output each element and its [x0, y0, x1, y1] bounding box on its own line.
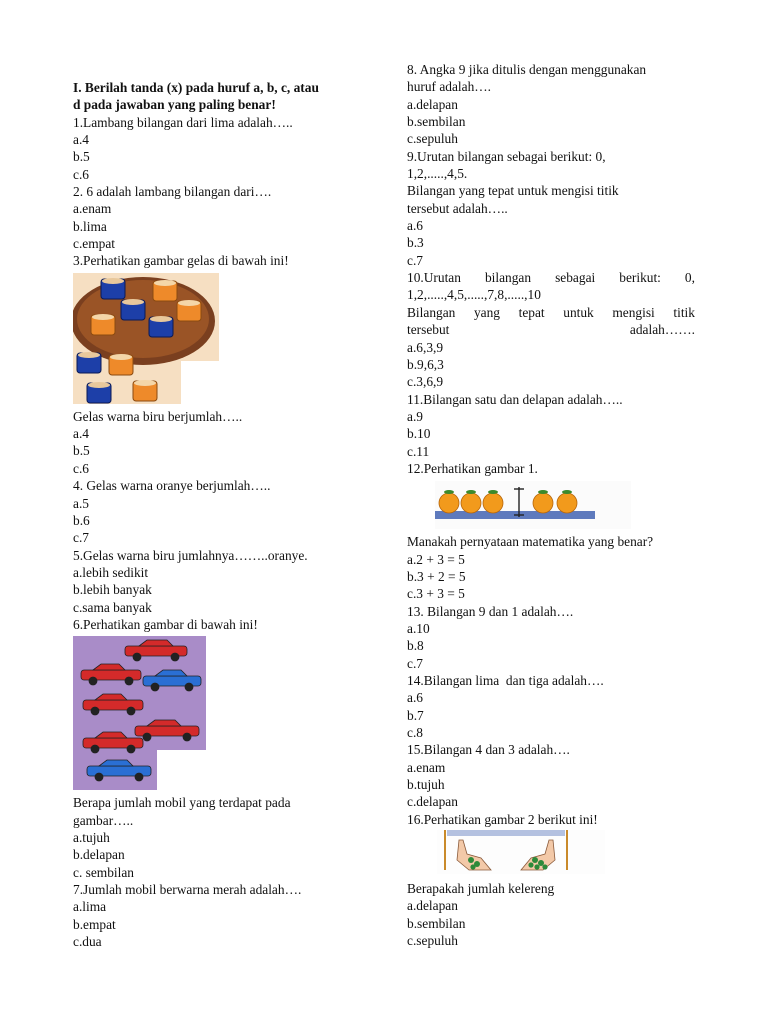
q16-option-c[interactable]: c.sepuluh [407, 933, 458, 949]
question-10-prompt [407, 304, 695, 321]
section-heading: I. Berilah tanda (x) pada huruf a, b, c, atau [73, 80, 319, 95]
q13-option-c[interactable]: c.7 [407, 655, 423, 671]
q14-option-b[interactable]: b.7 [407, 707, 424, 723]
question-6-prompt: Berapa jumlah mobil yang terdapat pada [73, 795, 291, 811]
question-8: 8. Angka 9 jika ditulis dengan menggunakan [407, 62, 647, 77]
q8-option-c[interactable]: c.sepuluh [407, 131, 458, 147]
q13-option-a[interactable]: a.10 [407, 620, 430, 636]
q6-option-a[interactable]: a.tujuh [73, 829, 110, 845]
q2-option-b[interactable]: b.lima [73, 218, 107, 234]
q11-option-b[interactable]: b.10 [407, 426, 431, 442]
q1-option-a[interactable]: a.4 [73, 132, 89, 148]
q10-word: yang [473, 304, 500, 320]
q7-option-b[interactable]: b.empat [73, 916, 116, 932]
question-3: 3.Perhatikan gambar gelas di bawah ini! [73, 253, 289, 269]
section-heading-cont: d pada jawaban yang paling benar! [73, 97, 276, 113]
question-4: 4. Gelas warna oranye berjumlah….. [73, 478, 271, 494]
q14-option-c[interactable]: c.8 [407, 725, 423, 741]
q2-option-a[interactable]: a.enam [73, 201, 112, 217]
question-10-prompt-cont [407, 321, 695, 338]
q10-word: sebagai [555, 270, 596, 286]
q16-option-b[interactable]: b.sembilan [407, 915, 466, 931]
q6-option-b[interactable]: b.delapan [73, 847, 125, 863]
q15-option-a[interactable]: a.enam [407, 759, 446, 775]
q10-word: bilangan [484, 270, 532, 286]
question-9-prompt: Bilangan yang tepat untuk mengisi titik [407, 183, 619, 199]
q6-option-c[interactable]: c. sembilan [73, 864, 134, 880]
q7-option-c[interactable]: c.dua [73, 934, 102, 949]
q14-option-a[interactable]: a.6 [407, 690, 423, 706]
q10-word: tersebut [407, 322, 450, 338]
question-14: 14.Bilangan lima dan tiga adalah…. [407, 673, 604, 688]
q10-option-c[interactable]: c.3,6,9 [407, 374, 444, 390]
q4-option-c[interactable]: c.7 [73, 530, 89, 546]
cars-picture [73, 636, 206, 790]
q10-word: mengisi [612, 304, 655, 320]
question-9-prompt-cont: tersebut adalah….. [407, 200, 508, 216]
q10-word: 0, [684, 270, 695, 286]
q15-option-b[interactable]: b.tujuh [407, 777, 445, 793]
question-16-prompt: Berapakah jumlah kelereng [407, 881, 555, 897]
question-5: 5.Gelas warna biru jumlahnya……..oranye. [73, 547, 308, 563]
q5-option-b[interactable]: b.lebih banyak [73, 582, 152, 598]
question-10 [407, 269, 695, 286]
q11-option-a[interactable]: a.9 [407, 408, 423, 424]
q12-option-b[interactable]: b.3 + 2 = 5 [407, 568, 466, 584]
question-9: 9.Urutan bilangan sebagai berikut: 0, [407, 148, 606, 164]
question-8-cont: huruf adalah…. [407, 79, 492, 95]
question-16: 16.Perhatikan gambar 2 berikut ini! [407, 811, 598, 827]
q1-option-b[interactable]: b.5 [73, 149, 90, 165]
q10-option-b[interactable]: b.9,6,3 [407, 356, 444, 372]
question-6-prompt-cont: gambar….. [73, 812, 134, 828]
q10-word: tepat [518, 304, 545, 320]
q9-option-a[interactable]: a.6 [407, 218, 423, 234]
question-3-prompt: Gelas warna biru berjumlah….. [73, 408, 243, 424]
q16-option-a[interactable]: a.delapan [407, 898, 458, 914]
cups-picture [73, 273, 219, 404]
q10-word: untuk [563, 304, 594, 320]
q3-option-b[interactable]: b.5 [73, 443, 90, 459]
question-15: 15.Bilangan 4 dan 3 adalah…. [407, 742, 570, 758]
question-6: 6.Perhatikan gambar di bawah ini! [73, 616, 258, 632]
question-11: 11.Bilangan satu dan delapan adalah….. [407, 391, 623, 407]
q4-option-a[interactable]: a.5 [73, 495, 89, 511]
q4-option-b[interactable]: b.6 [73, 512, 90, 528]
question-10-sequence: 1,2,.....,4,5,.....,7,8,.....,10 [407, 287, 541, 303]
right-column [407, 61, 695, 949]
question-12-prompt: Manakah pernyataan matematika yang benar? [407, 534, 654, 550]
q10-word: Bilangan [407, 304, 456, 320]
question-7: 7.Jumlah mobil berwarna merah adalah…. [73, 881, 302, 897]
q10-word: 10.Urutan [407, 270, 461, 286]
q9-option-b[interactable]: b.3 [407, 235, 424, 251]
q10-word: titik [673, 304, 695, 320]
question-1: 1.Lambang bilangan dari lima adalah….. [73, 114, 293, 130]
q10-word: berikut: [619, 270, 661, 286]
q8-option-b[interactable]: b.sembilan [407, 114, 466, 130]
q10-option-a[interactable]: a.6,3,9 [407, 339, 444, 355]
q7-option-a[interactable]: a.lima [73, 899, 107, 915]
question-12: 12.Perhatikan gambar 1. [407, 460, 538, 476]
q10-word: adalah……. [629, 322, 695, 338]
left-column [73, 79, 373, 950]
q3-option-a[interactable]: a.4 [73, 426, 89, 442]
q13-option-b[interactable]: b.8 [407, 638, 424, 654]
oranges-picture [435, 481, 631, 529]
q8-option-a[interactable]: a.delapan [407, 96, 458, 112]
q12-option-c[interactable]: c.3 + 3 = 5 [407, 586, 465, 602]
question-9-sequence: 1,2,.....,4,5. [407, 166, 468, 182]
q1-option-c[interactable]: c.6 [73, 166, 89, 182]
hands-marbles-picture [437, 830, 605, 874]
q5-option-c[interactable]: c.sama banyak [73, 599, 152, 615]
q12-option-a[interactable]: a.2 + 3 = 5 [407, 551, 465, 567]
q15-option-c[interactable]: c.delapan [407, 794, 458, 810]
q2-option-c[interactable]: c.empat [73, 236, 116, 252]
q3-option-c[interactable]: c.6 [73, 460, 89, 476]
question-2: 2. 6 adalah lambang bilangan dari…. [73, 184, 272, 200]
q9-option-c[interactable]: c.7 [407, 252, 423, 268]
question-13: 13. Bilangan 9 dan 1 adalah…. [407, 603, 574, 619]
q11-option-c[interactable]: c.11 [407, 443, 430, 459]
q5-option-a[interactable]: a.lebih sedikit [73, 564, 149, 580]
